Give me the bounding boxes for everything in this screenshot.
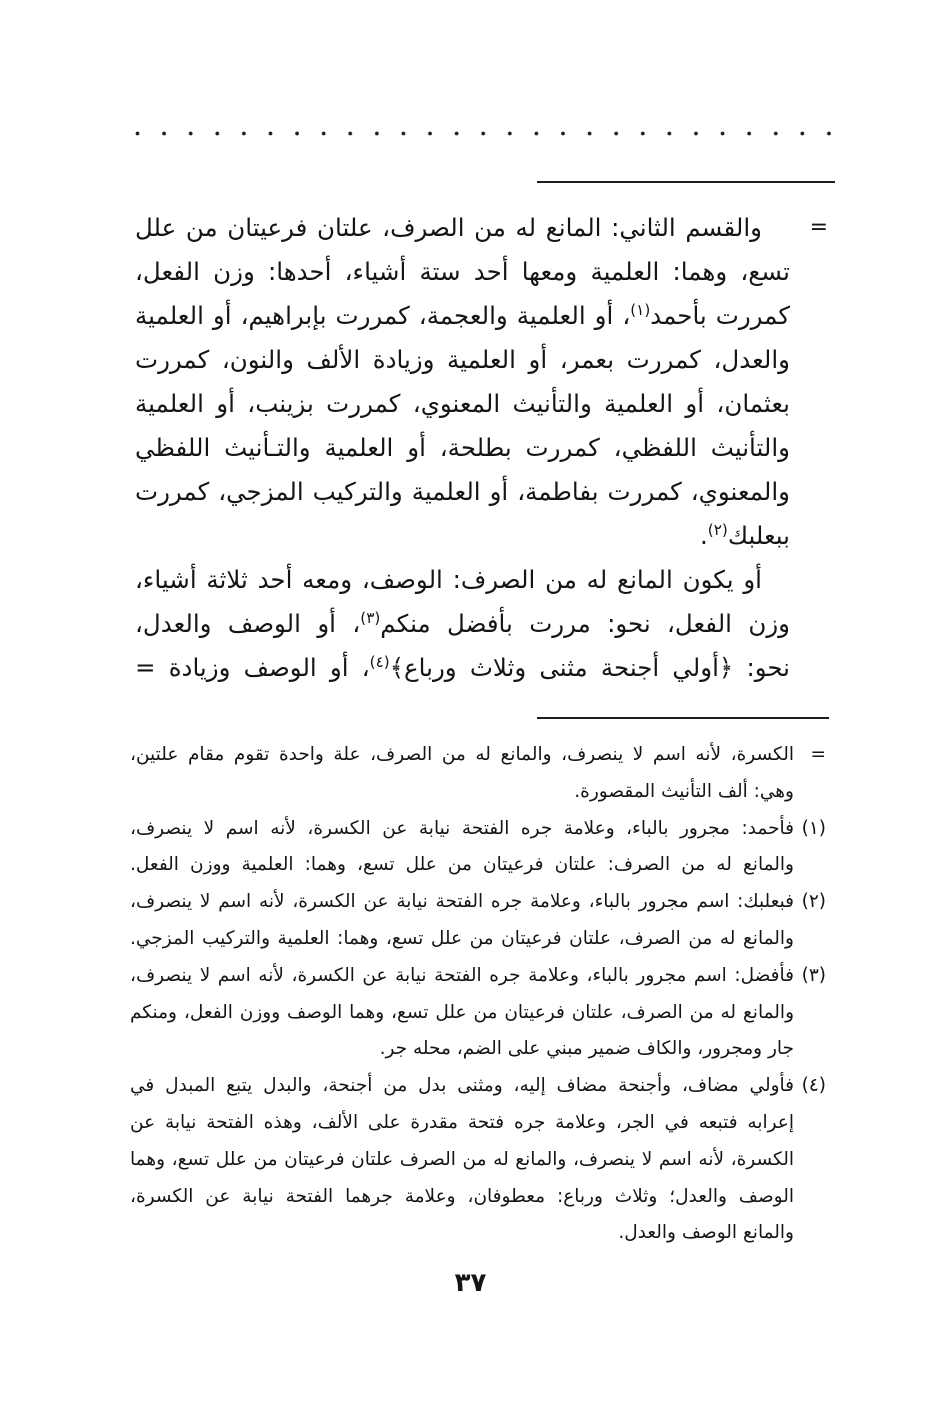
line-text: كمررت بأحمد [650,301,790,330]
footnote-line: والمانع له من الصرف، علتان فرعيتان من علل تسع، وهما الوصف ووزن الفعل، ومنكم [130,1001,794,1023]
footnote-line: فأفضل: اسم مجرور بالباء، وعلامة جره الفتحة نيابة عن الكسرة، لأنه اسم لا ينصرف، [130,964,794,986]
dotted-separator [135,131,832,136]
footnote-line: فبعلبك: اسم مجرور بالباء، وعلامة جره الفتحة نيابة عن الكسرة، لأنه اسم لا ينصرف، [130,891,794,913]
footnote-line: والمانع له من الصرف، علتان فرعيتان من علل تسع، وهما: العلمية والتركيب المزجي. [130,927,794,949]
footnote-number: (١) [801,817,826,839]
footnotes [130,737,826,1252]
footnote-number: (٣) [801,964,826,986]
footnote-2 [130,884,826,958]
footnote-4 [130,1068,826,1252]
footnote-1 [130,811,826,885]
line-text: ببعلبك [727,521,790,550]
continuation-mark: = [809,215,828,240]
footnote-line: إعرابه فتبعه في الجر، وعلامة جره فتحة مقدرة على الألف، وهذه الفتحة نيابة عن [130,1111,794,1133]
footnote-number: (٢) [801,891,826,913]
main-text-line [135,558,790,602]
line-text: تسع، وهما: العلمية ومعها أحد ستة أشياء، أحدها: وزن الفعل، [135,257,790,286]
footnote-line: فأولي مضاف، وأجنحة مضاف إليه، ومثنى بدل من أجنحة، والبدل يتبع المبدل في [130,1075,794,1097]
main-text-line [135,470,790,514]
main-text-line [135,294,790,338]
main-text-line [135,250,790,294]
footnote-separator [537,717,829,719]
page-number: ٣٧ [454,1268,487,1298]
line-text: والعدل، كمررت بعمر، أو العلمية وزيادة الألف والنون، كمررت [135,345,790,374]
footnote-line: الكسرة، لأنه اسم لا ينصرف، والمانع له من الصرف، علة واحدة تقوم مقام علتين، [130,744,794,765]
line-text: والتأنيث اللفظي، كمررت بطلحة، أو العلمية والتـأنيث اللفظي [135,433,790,462]
line-text: أو يكون المانع له من الصرف: الوصف، ومعه أحد ثلاثة أشياء، [135,565,762,594]
footnote-line: والمانع الوصف والعدل. [618,1222,794,1244]
footnote-marker: = [810,744,826,765]
main-text-line [135,338,790,382]
main-text-line [135,206,790,250]
line-text: والمعنوي، كمررت بفاطمة، أو العلمية والتركيب المزجي، كمررت [135,477,790,506]
line-text: بعثمان، أو العلمية والتأنيث المعنوي، كمررت بزينب، أو العلمية [135,389,790,418]
footnote-line: الكسرة، لأنه اسم لا ينصرف، والمانع له من الصرف علتان فرعيتان من علل تسع، وهما [130,1148,794,1170]
line-text: . [699,521,708,550]
footnote-line: الوصف والعدل؛ وثلاث ورباع: معطوفان، وعلامة جرهما الفتحة نيابة عن الكسرة، [130,1185,794,1207]
footnote-continued [130,737,826,811]
footnote-number: (٤) [801,1075,826,1097]
line-text: ، أو العلمية والعجمة، كمررت بإبراهيم، أو العلمية [135,301,631,330]
footnote-reference: (١) [630,300,651,319]
main-text-line [135,382,790,426]
main-text-line [135,514,790,558]
footnote-3 [130,958,826,1068]
header-rule [537,181,835,183]
main-text-line [135,426,790,470]
line-text: والقسم الثاني: المانع له من الصرف، علتان فرعيتان من علل [135,213,762,242]
footnote-line: فأحمد: مجرور بالباء، وعلامة جره الفتحة نيابة عن الكسرة، لأنه اسم لا ينصرف، [130,817,794,839]
footnote-line: والمانع له من الصرف: علتان فرعيتان من علل تسع، وهما: العلمية ووزن الفعل. [130,854,794,876]
footnote-reference: (٤) [369,652,390,671]
line-text: نحو: ﴿أولي أجنحة مثنى وثلاث ورباع﴾ [389,653,790,682]
main-text-line [135,646,790,690]
footnote-reference: (٢) [707,520,728,539]
footnote-line: وهي: ألف التأنيث المقصورة. [574,780,794,802]
main-text [135,206,790,690]
footnote-line: جار ومجرور، والكاف ضمير مبني على الضم، محله جر. [379,1038,794,1060]
line-text: وزن الفعل، نحو: مررت بأفضل منكم [380,609,790,638]
main-text-line [135,602,790,646]
line-text: ، أو الوصف والعدل، [135,609,361,638]
footnote-reference: (٣) [360,608,381,627]
line-text: ، أو الوصف وزيادة = [135,653,370,682]
